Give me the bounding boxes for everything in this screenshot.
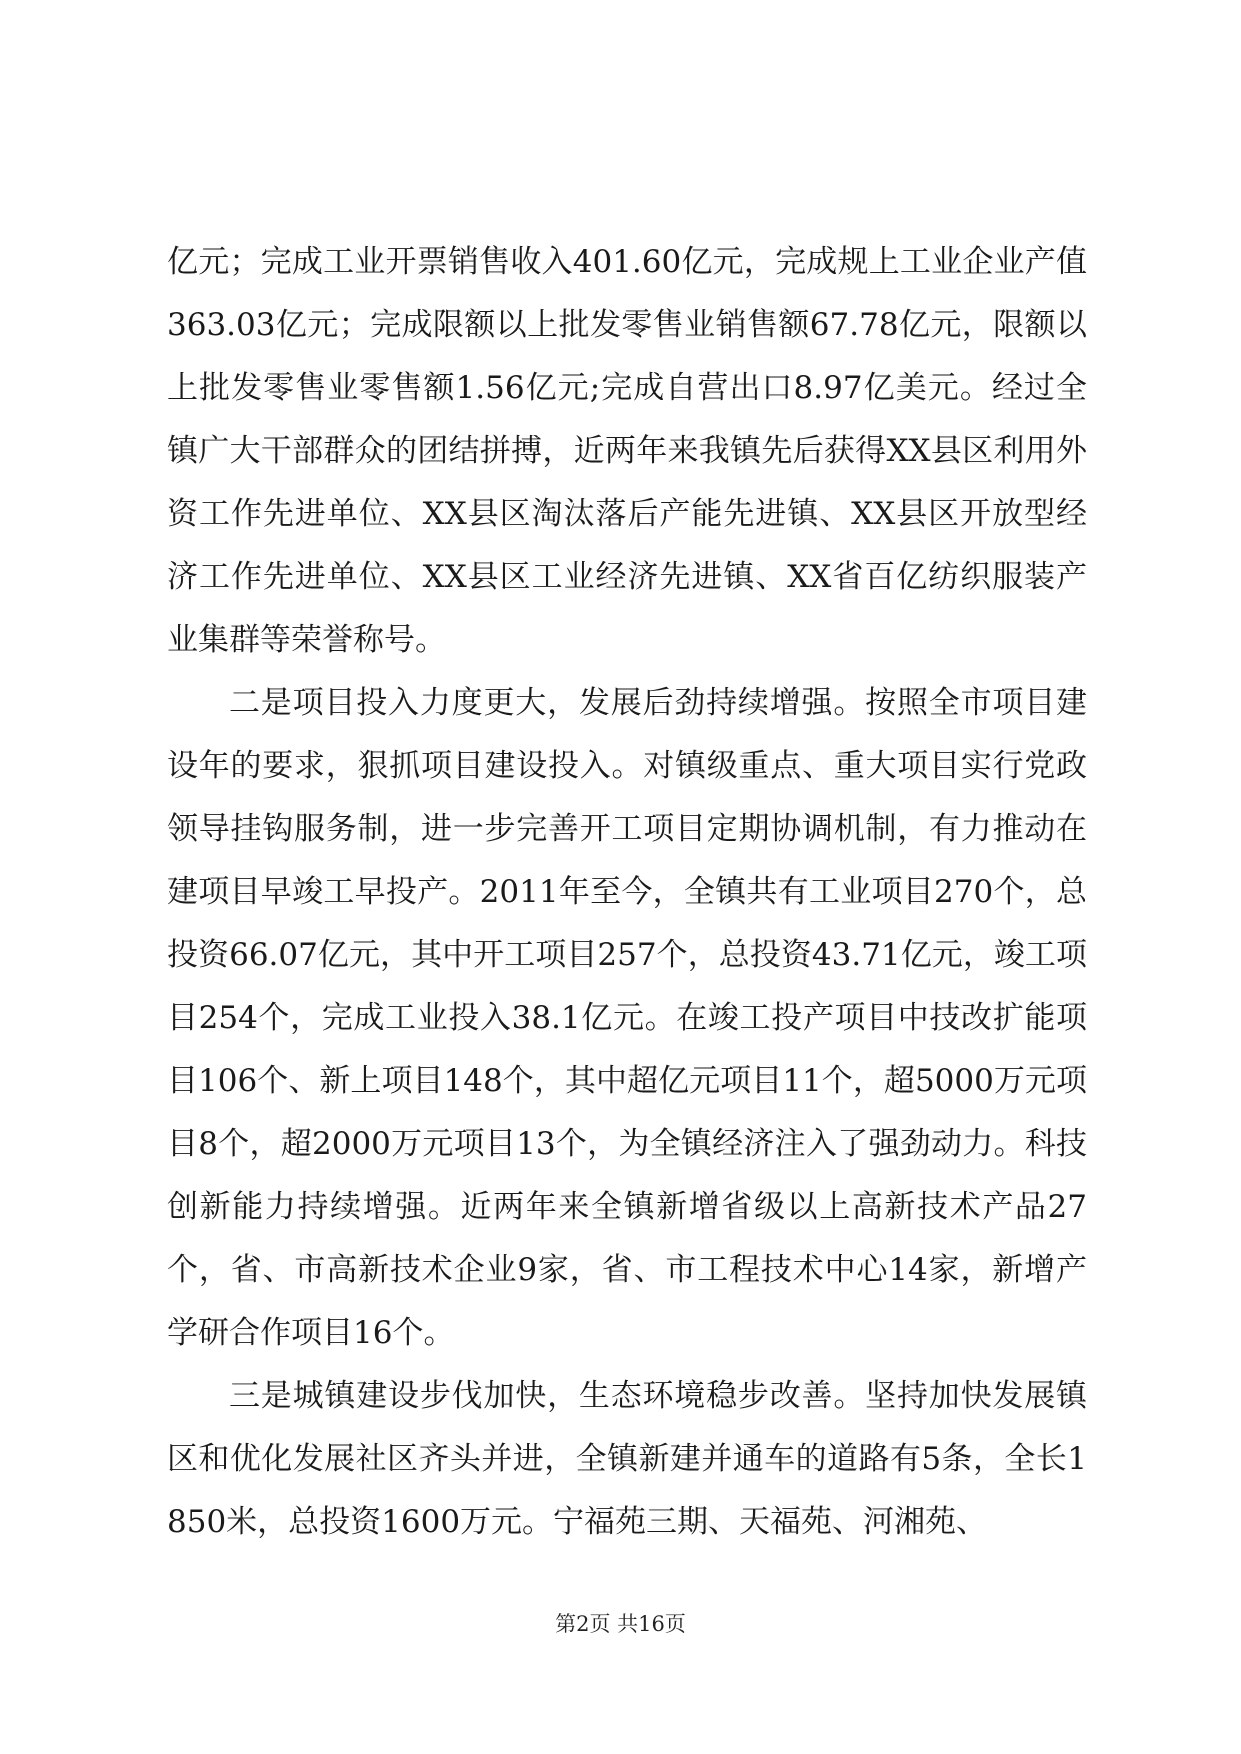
paragraph-town-construction: 三是城镇建设步伐加快，生态环境稳步改善。坚持加快发展镇区和优化发展社区齐头并进，全镇新建并通车的道路有5条，全长1850米，总投资1600万元。宁福苑三期、天福苑、河湘苑、 [167,1378,1087,1540]
document-body [167,231,1087,1554]
paragraph-project-investment: 二是项目投入力度更大，发展后劲持续增强。按照全市项目建设年的要求，狠抓项目建设投入。对镇级重点、重大项目实行党政领导挂钩服务制，进一步完善开工项目定期协调机制，有力推动在建项目早竣工早投产。2011年至今，全镇共有工业项目270个，总投资66.07亿元，其中开工项目257个，总投资43.71亿元，竣工项目254个，完成工业投入38.1亿元。在竣工投产项目中技改扩能项目106个、新上项目148个，其中超亿元项目11个，超5000万元项目8个，超2000万元项目13个，为全镇经济注入了强劲动力。科技创新能力持续增强。近两年来全镇新增省级以上高新技术产品27个，省、市高新技术企业9家，省、市工程技术中心14家，新增产学研合作项目16个。 [167,685,1087,1351]
paragraph-continuation: 亿元；完成工业开票销售收入401.60亿元，完成规上工业企业产值363.03亿元；完成限额以上批发零售业销售额67.78亿元，限额以上批发零售业零售额1.56亿元;完成自营出口8.97亿美元。经过全镇广大干部群众的团结拼搏，近两年来我镇先后获得XX县区利用外资工作先进单位、XX县区淘汰落后产能先进镇、XX县区开放型经济工作先进单位、XX县区工业经济先进镇、XX省百亿纺织服装产业集群等荣誉称号。 [167,244,1087,658]
page-number-footer: 第2页 共16页 [555,1612,686,1636]
